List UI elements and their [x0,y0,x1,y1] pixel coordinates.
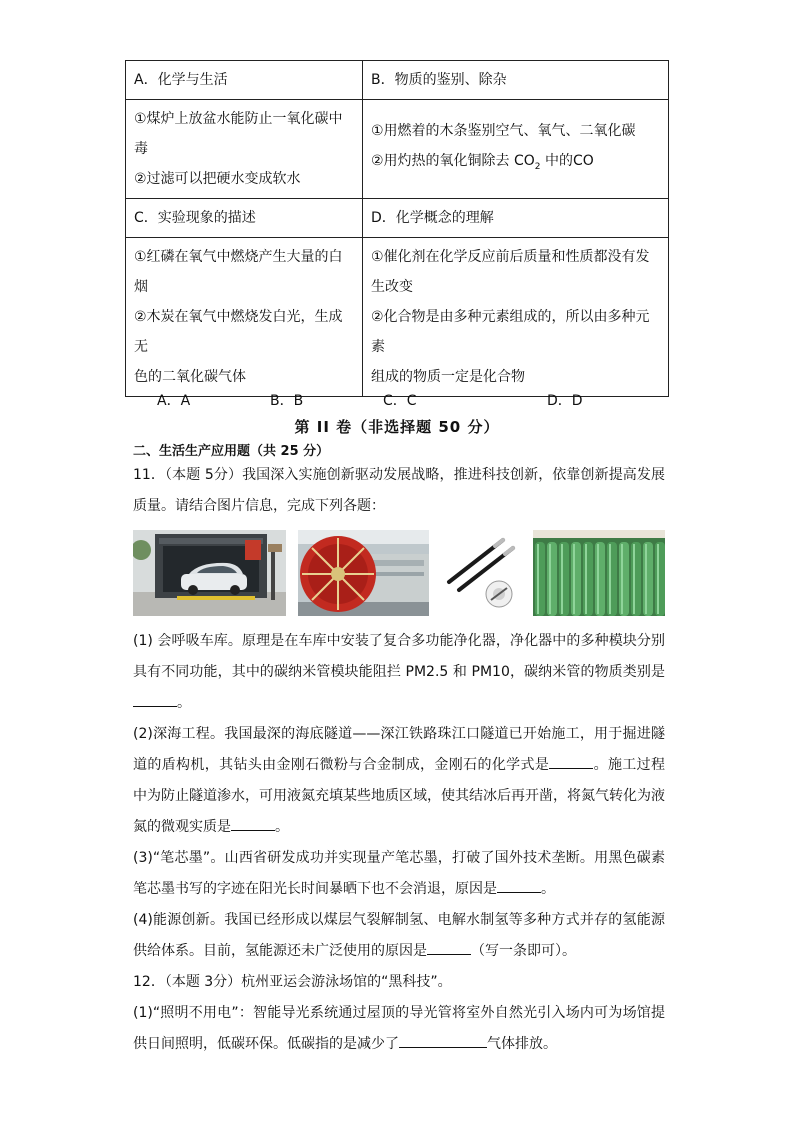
text-line: ①红磷在氧气中燃烧产生大量的白 [134,249,343,265]
answer-blank[interactable] [133,692,177,707]
question-text: 。 [541,881,555,897]
section-title: 第 II 卷（非选择题 50 分） [294,418,500,436]
cylinder [619,542,629,616]
cylinder-highlight [573,544,575,614]
text-line: 色的二氧化碳气体 [134,369,246,385]
cylinder-highlight [657,544,659,614]
text-line: ②过滤可以把硬水变成软水 [134,171,301,187]
cylinder [571,542,581,616]
cylinder [559,542,569,616]
cylinder-highlight [621,544,623,614]
cylinder [547,542,557,616]
cylinder-highlight [609,544,611,614]
table-row [126,61,669,100]
cylinder [643,542,653,616]
text-line: ②木炭在氧气中燃烧发白光，生成无 [134,309,343,355]
text-span: ②用灼热的氧化铜除去 CO [371,153,535,170]
option-a[interactable]: A．A [157,393,191,409]
cylinder [583,542,593,616]
photo-row [133,530,665,616]
text-line: ①用燃着的木条鉴别空气、氧气、二氧化碳 [371,123,636,140]
question-text: （写一条即可）。 [471,943,576,959]
cylinder [535,542,545,616]
subscript: 2 [534,161,541,172]
answer-blank[interactable] [231,816,275,831]
table-row [126,238,669,397]
text-line: 毒 [134,141,148,157]
cell-d-body [363,238,669,397]
part-title: 二、生活生产应用题（共 25 分） [133,444,330,459]
text-line: ①催化剂在化学反应前后质量和性质都没有发 [371,249,650,265]
q11-part-2 [133,719,665,843]
cylinder-highlight [633,544,635,614]
text-line: 烟 [134,279,148,295]
question-text: 气体排放。 [487,1036,557,1052]
q11-part-1 [133,626,665,719]
q11-intro: 11．（本题 5分）我国深入实施创新驱动发展战略，推进科技创新，依靠创新提高发展质量。请结合图片信息，完成下列各题： [133,467,665,514]
cell-b-header: B．物质的鉴别、除杂 [363,61,669,100]
cylinder-highlight [537,544,539,614]
text-span: 中的CO [540,153,594,170]
tunnel-boring-machine-photo [298,530,429,616]
option-d[interactable]: D．D [547,393,583,409]
cylinder [655,542,665,616]
text-line: ②化合物是由多种元素组成的，所以由多种元素 [371,309,650,355]
options-table [125,60,669,397]
table-row [126,100,669,199]
question-text: (3)“笔芯墨”。山西省研发成功并实现量产笔芯墨，打破了国外技术垄断。用黑色碳素笔芯墨书写的字迹在阳光长时间暴晒下也不会消退，原因是 [133,850,665,897]
option-c[interactable]: C．C [383,393,417,409]
pen-refill-photo [441,530,523,616]
q12-part-1 [133,998,665,1060]
q11-part-4 [133,905,665,967]
text-line: ①煤炉上放盆水能防止一氧化碳中 [134,111,343,127]
text-line: 组成的物质一定是化合物 [371,369,525,385]
cell-c-header: C．实验现象的描述 [126,199,363,238]
cell-d-header: D．化学概念的理解 [363,199,669,238]
question-text: (4)能源创新。我国已经形成以煤层气裂解制氢、电解水制氢等多种方式并存的氢能源供给体系。目前，氢能源还未广泛使用的原因是 [133,912,665,959]
cell-a-body [126,100,363,199]
q12-intro: 12．（本题 3分）杭州亚运会游泳场馆的“黑科技”。 [133,974,452,990]
q11-part-3 [133,843,665,905]
question-text: (1)“照明不用电”：智能导光系统通过屋顶的导光管将室外自然光引入场内可为场馆提供日间照明，低碳环保。低碳指的是减少了 [133,1005,665,1052]
text-line [371,146,660,182]
text-line: 生改变 [371,279,413,295]
garage-photo [133,530,286,616]
gas-cylinders-photo [533,530,665,616]
cylinder-highlight [585,544,587,614]
cell-b-body [363,100,669,199]
cylinder-highlight [561,544,563,614]
question-text: 。 [177,695,191,711]
answer-blank[interactable] [399,1033,487,1048]
cylinder [595,542,605,616]
answer-blank[interactable] [549,754,593,769]
cell-c-body [126,238,363,397]
option-b[interactable]: B．B [270,393,304,409]
table-row [126,199,669,238]
answer-blank[interactable] [427,940,471,955]
question-text: 。施工过程中为防止隧道渗水，可用液氮充填某些地质区域，使其结冰后再开凿，将氮气转化为液氮的微观实质是 [133,757,665,835]
cylinder [631,542,641,616]
cell-a-header: A．化学与生活 [126,61,363,100]
question-text: 。 [275,819,289,835]
cylinder-highlight [645,544,647,614]
cylinder-highlight [549,544,551,614]
question-text: (2)深海工程。我国最深的海底隧道——深江铁路珠江口隧道已开始施工，用于掘进隧道的盾构机，其钻头由金刚石微粉与合金制成，金刚石的化学式是 [133,726,665,773]
cylinder-highlight [597,544,599,614]
answer-options [0,390,794,412]
question-text: (1) 会呼吸车库。原理是在车库中安装了复合多功能净化器，净化器中的多种模块分别具有不同功能，其中的碳纳米管模块能阻拦 PM2.5 和 PM10，碳纳米管的物质类别是 [133,633,665,680]
answer-blank[interactable] [497,878,541,893]
cylinder [607,542,617,616]
